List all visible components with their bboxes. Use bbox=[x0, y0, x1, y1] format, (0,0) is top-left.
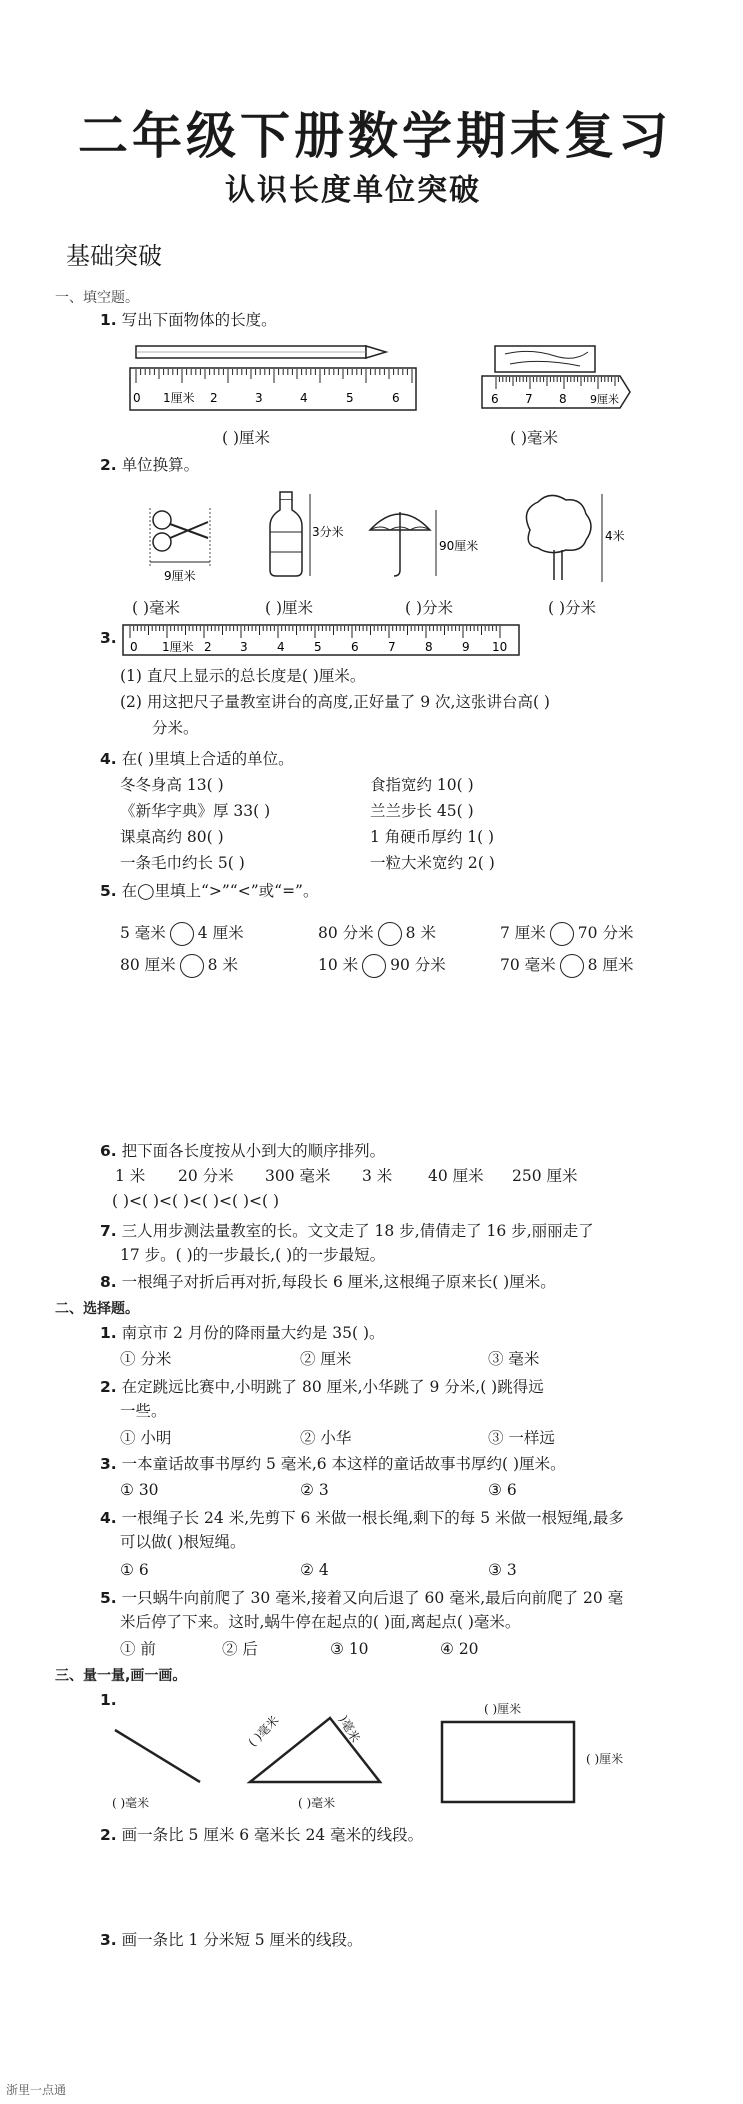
p2-q3-text: 一本童话故事书厚约 5 毫米,6 本这样的童话故事书厚约( )厘米。 bbox=[121, 1455, 566, 1473]
ruler-figure-2 bbox=[470, 340, 640, 420]
q2-answer-3[interactable]: ( )分米 bbox=[405, 599, 454, 617]
ruler-figure-3 bbox=[122, 624, 522, 658]
wood-block-icon bbox=[495, 346, 595, 372]
measure-figures bbox=[100, 1690, 660, 1820]
q4-item-8: 一粒大米宽约 2( ) bbox=[370, 854, 495, 872]
ruler2-tick-0: 6 bbox=[491, 392, 499, 406]
ruler3-tick-1: 1厘米 bbox=[162, 640, 194, 654]
ruler3-tick-2: 2 bbox=[204, 640, 212, 654]
pencil-icon bbox=[136, 346, 386, 358]
p2-q1-opt-2[interactable]: ② 厘米 bbox=[300, 1350, 352, 1368]
p3-q2-line bbox=[100, 1825, 423, 1845]
compare-6-left: 70 毫米 bbox=[500, 956, 556, 974]
q4-text: 在( )里填上合适的单位。 bbox=[121, 750, 294, 768]
bottle-label: 3分米 bbox=[312, 525, 344, 539]
ruler3-tick-0: 0 bbox=[130, 640, 138, 654]
part1-heading: 一、填空题。 bbox=[55, 290, 139, 306]
q7-line-2: 17 步。( )的一步最长,( )的一步最短。 bbox=[120, 1246, 386, 1264]
part3-heading: 三、量一量,画一画。 bbox=[55, 1668, 187, 1684]
p3-q3-num: 3. bbox=[100, 1931, 117, 1949]
q1-text: 写出下面物体的长度。 bbox=[121, 311, 277, 329]
p2-q3-line bbox=[100, 1454, 566, 1474]
q4-item-2: 食指宽约 10( ) bbox=[370, 776, 474, 794]
compare-1 bbox=[120, 922, 244, 946]
compare-circle[interactable] bbox=[170, 922, 194, 946]
q6-value-2: 20 分米 bbox=[178, 1167, 234, 1185]
p3-q3-line bbox=[100, 1930, 363, 1950]
p2-q4-num: 4. bbox=[100, 1509, 117, 1527]
compare-5-right: 90 分米 bbox=[390, 956, 446, 974]
q6-order[interactable]: ( )<( )<( )<( )<( )<( ) bbox=[112, 1192, 280, 1210]
compare-circle[interactable] bbox=[560, 954, 584, 978]
ruler1-tick-6: 6 bbox=[392, 391, 400, 405]
q4-item-6: 1 角硬币厚约 1( ) bbox=[370, 828, 495, 846]
umbrella-label: 90厘米 bbox=[439, 539, 479, 553]
compare-circle[interactable] bbox=[362, 954, 386, 978]
q5-text: 在◯里填上“>”“<”或“=”。 bbox=[121, 882, 319, 900]
scissors-label: 9厘米 bbox=[164, 569, 196, 583]
ruler-figure-1 bbox=[128, 338, 418, 418]
ruler3-tick-8: 8 bbox=[425, 640, 433, 654]
q3-line-1: (1) 直尺上显示的总长度是( )厘米。 bbox=[120, 667, 366, 685]
rect-top-label[interactable]: ( )厘米 bbox=[484, 1702, 522, 1716]
p2-q2-text-1: 在定跳远比赛中,小明跳了 80 厘米,小华跳了 9 分米,( )跳得远 bbox=[121, 1378, 544, 1396]
q1-answer-1[interactable]: ( )厘米 bbox=[222, 429, 271, 447]
q7-line-1 bbox=[100, 1221, 594, 1241]
p2-q3-num: 3. bbox=[100, 1455, 117, 1473]
rectangle-shape bbox=[442, 1722, 574, 1802]
q1-answer-2[interactable]: ( )毫米 bbox=[510, 429, 559, 447]
p2-q2-opt-3[interactable]: ③ 一样远 bbox=[488, 1429, 555, 1447]
q6-value-1: 1 米 bbox=[115, 1167, 146, 1185]
p2-q4-opt-1[interactable]: ① 6 bbox=[120, 1561, 149, 1579]
rect-right-label[interactable]: ( )厘米 bbox=[586, 1752, 624, 1766]
ruler1-tick-3: 3 bbox=[255, 391, 263, 405]
ruler1-tick-4: 4 bbox=[300, 391, 308, 405]
ruler1-tick-1: 1厘米 bbox=[163, 391, 195, 405]
compare-4-left: 80 厘米 bbox=[120, 956, 176, 974]
ruler2-tick-1: 7 bbox=[525, 392, 533, 406]
page-subtitle: 认识长度单位突破 bbox=[225, 173, 481, 208]
bottle-icon bbox=[270, 492, 310, 576]
p3-q3-text: 画一条比 1 分米短 5 厘米的线段。 bbox=[121, 1931, 363, 1949]
p2-q3-opt-2[interactable]: ② 3 bbox=[300, 1481, 329, 1499]
p2-q4-line-2: 可以做( )根短绳。 bbox=[120, 1533, 246, 1551]
ruler3-tick-3: 3 bbox=[240, 640, 248, 654]
q6-value-6: 250 厘米 bbox=[512, 1167, 578, 1185]
triangle-left-label[interactable]: ( )毫米 bbox=[245, 1713, 282, 1750]
compare-5 bbox=[318, 954, 446, 978]
q6-line bbox=[100, 1141, 385, 1161]
p2-q4-line bbox=[100, 1508, 624, 1528]
p2-q5-line bbox=[100, 1588, 623, 1608]
ruler1-tick-5: 5 bbox=[346, 391, 354, 405]
p2-q5-opt-2[interactable]: ② 后 bbox=[222, 1640, 258, 1658]
footer-watermark: 浙里一点通 bbox=[6, 2083, 67, 2097]
q4-item-1: 冬冬身高 13( ) bbox=[120, 776, 224, 794]
compare-2 bbox=[318, 922, 436, 946]
umbrella-icon bbox=[370, 510, 436, 576]
p2-q4-opt-3[interactable]: ③ 3 bbox=[488, 1561, 517, 1579]
q8-line bbox=[100, 1272, 556, 1292]
compare-circle[interactable] bbox=[378, 922, 402, 946]
q8-text: 一根绳子对折后再对折,每段长 6 厘米,这根绳子原来长( )厘米。 bbox=[121, 1273, 556, 1291]
q3-line-2: (2) 用这把尺子量教室讲台的高度,正好量了 9 次,这张讲台高( ) bbox=[120, 693, 550, 711]
q6-value-4: 3 米 bbox=[362, 1167, 393, 1185]
compare-6-right: 8 厘米 bbox=[587, 956, 634, 974]
p2-q5-text-1: 一只蜗牛向前爬了 30 毫米,接着又向后退了 60 毫米,最后向前爬了 20 毫 bbox=[121, 1589, 624, 1607]
triangle-bottom-label[interactable]: ( )毫米 bbox=[298, 1796, 336, 1810]
q2-answer-2[interactable]: ( )厘米 bbox=[265, 599, 314, 617]
q5-num: 5. bbox=[100, 882, 117, 900]
p2-q2-line-2: 一些。 bbox=[120, 1402, 167, 1420]
compare-6 bbox=[500, 954, 633, 978]
compare-3-right: 70 分米 bbox=[577, 924, 634, 942]
compare-3-left: 7 厘米 bbox=[500, 924, 546, 942]
q6-num: 6. bbox=[100, 1142, 117, 1160]
compare-circle[interactable] bbox=[550, 922, 574, 946]
q3-line-3: 分米。 bbox=[152, 719, 199, 737]
p2-q5-opt-4[interactable]: ④ 20 bbox=[440, 1640, 479, 1658]
ruler2-tick-3: 9厘米 bbox=[590, 393, 619, 406]
segment-label[interactable]: ( )毫米 bbox=[112, 1796, 150, 1810]
p2-q5-opt-1[interactable]: ① 前 bbox=[120, 1640, 156, 1658]
q2-num: 2. bbox=[100, 456, 117, 474]
q6-text: 把下面各长度按从小到大的顺序排列。 bbox=[121, 1142, 386, 1160]
ruler2-tick-2: 8 bbox=[559, 392, 567, 406]
p2-q4-opt-2[interactable]: ② 4 bbox=[300, 1561, 329, 1579]
p2-q1-line bbox=[100, 1323, 385, 1343]
q4-item-3: 《新华字典》厚 33( ) bbox=[120, 802, 271, 820]
compare-2-right: 8 米 bbox=[405, 924, 436, 942]
tree-label: 4米 bbox=[605, 529, 625, 543]
p3-q1-num: 1. bbox=[100, 1691, 117, 1709]
slanted-segment bbox=[115, 1730, 200, 1782]
section-title: 基础突破 bbox=[66, 242, 162, 270]
compare-1-right: 4 厘米 bbox=[197, 924, 244, 942]
p2-q2-opt-2[interactable]: ② 小华 bbox=[300, 1429, 352, 1447]
q6-value-5: 40 厘米 bbox=[428, 1167, 484, 1185]
p2-q3-opt-3[interactable]: ③ 6 bbox=[488, 1481, 517, 1499]
q4-line bbox=[100, 749, 294, 769]
ruler3-tick-9: 9 bbox=[462, 640, 470, 654]
part2-heading: 二、选择题。 bbox=[55, 1301, 139, 1317]
ruler3-tick-5: 5 bbox=[314, 640, 322, 654]
q6-value-3: 300 毫米 bbox=[265, 1167, 331, 1185]
p2-q5-num: 5. bbox=[100, 1589, 117, 1607]
q2-answer-4[interactable]: ( )分米 bbox=[548, 599, 597, 617]
q4-item-7: 一条毛巾约长 5( ) bbox=[120, 854, 245, 872]
ruler1-tick-0: 0 bbox=[133, 391, 141, 405]
q5-line bbox=[100, 881, 318, 901]
unit-figures bbox=[130, 490, 660, 590]
q7-text-1: 三人用步测法量教室的长。文文走了 18 步,倩倩走了 16 步,丽丽走了 bbox=[121, 1222, 594, 1240]
compare-3 bbox=[500, 922, 633, 946]
p2-q3-opt-1[interactable]: ① 30 bbox=[120, 1481, 159, 1499]
p3-q2-num: 2. bbox=[100, 1826, 117, 1844]
q3-num: 3. bbox=[100, 629, 117, 647]
q1-line bbox=[100, 310, 277, 330]
compare-1-left: 5 毫米 bbox=[120, 924, 166, 942]
ruler3-tick-4: 4 bbox=[277, 640, 285, 654]
p3-q2-text: 画一条比 5 厘米 6 毫米长 24 毫米的线段。 bbox=[121, 1826, 424, 1844]
triangle-right-label[interactable]: )毫米 bbox=[336, 1713, 363, 1745]
p2-q1-num: 1. bbox=[100, 1324, 117, 1342]
ruler1-tick-2: 2 bbox=[210, 391, 218, 405]
scissors-icon bbox=[150, 508, 210, 568]
q2-answer-1[interactable]: ( )毫米 bbox=[132, 599, 181, 617]
q4-item-4: 兰兰步长 45( ) bbox=[370, 802, 474, 820]
p2-q5-line-2: 米后停了下来。这时,蜗牛停在起点的( )面,离起点( )毫米。 bbox=[120, 1613, 521, 1631]
p2-q1-opt-3[interactable]: ③ 毫米 bbox=[488, 1350, 540, 1368]
q2-text: 单位换算。 bbox=[121, 456, 200, 474]
p2-q5-opt-3[interactable]: ③ 10 bbox=[330, 1640, 369, 1658]
page-title: 二年级下册数学期末复习 bbox=[78, 107, 672, 165]
compare-4 bbox=[120, 954, 238, 978]
p2-q4-text-1: 一根绳子长 24 米,先剪下 6 米做一根长绳,剩下的每 5 米做一根短绳,最多 bbox=[121, 1509, 624, 1527]
q2-line bbox=[100, 455, 199, 475]
q7-num: 7. bbox=[100, 1222, 117, 1240]
ruler3-tick-7: 7 bbox=[388, 640, 396, 654]
tree-icon bbox=[526, 494, 602, 582]
p2-q1-text: 南京市 2 月份的降雨量大约是 35( )。 bbox=[121, 1324, 385, 1342]
q4-num: 4. bbox=[100, 750, 117, 768]
q8-num: 8. bbox=[100, 1273, 117, 1291]
compare-circle[interactable] bbox=[180, 954, 204, 978]
p2-q2-opt-1[interactable]: ① 小明 bbox=[120, 1429, 172, 1447]
q4-item-5: 课桌高约 80( ) bbox=[120, 828, 224, 846]
p2-q2-line bbox=[100, 1377, 544, 1397]
q1-num: 1. bbox=[100, 311, 117, 329]
compare-5-left: 10 米 bbox=[318, 956, 359, 974]
compare-2-left: 80 分米 bbox=[318, 924, 374, 942]
compare-4-right: 8 米 bbox=[207, 956, 238, 974]
p2-q2-num: 2. bbox=[100, 1378, 117, 1396]
ruler3-tick-10: 10 bbox=[492, 640, 508, 654]
p2-q1-opt-1[interactable]: ① 分米 bbox=[120, 1350, 172, 1368]
ruler3-tick-6: 6 bbox=[351, 640, 359, 654]
